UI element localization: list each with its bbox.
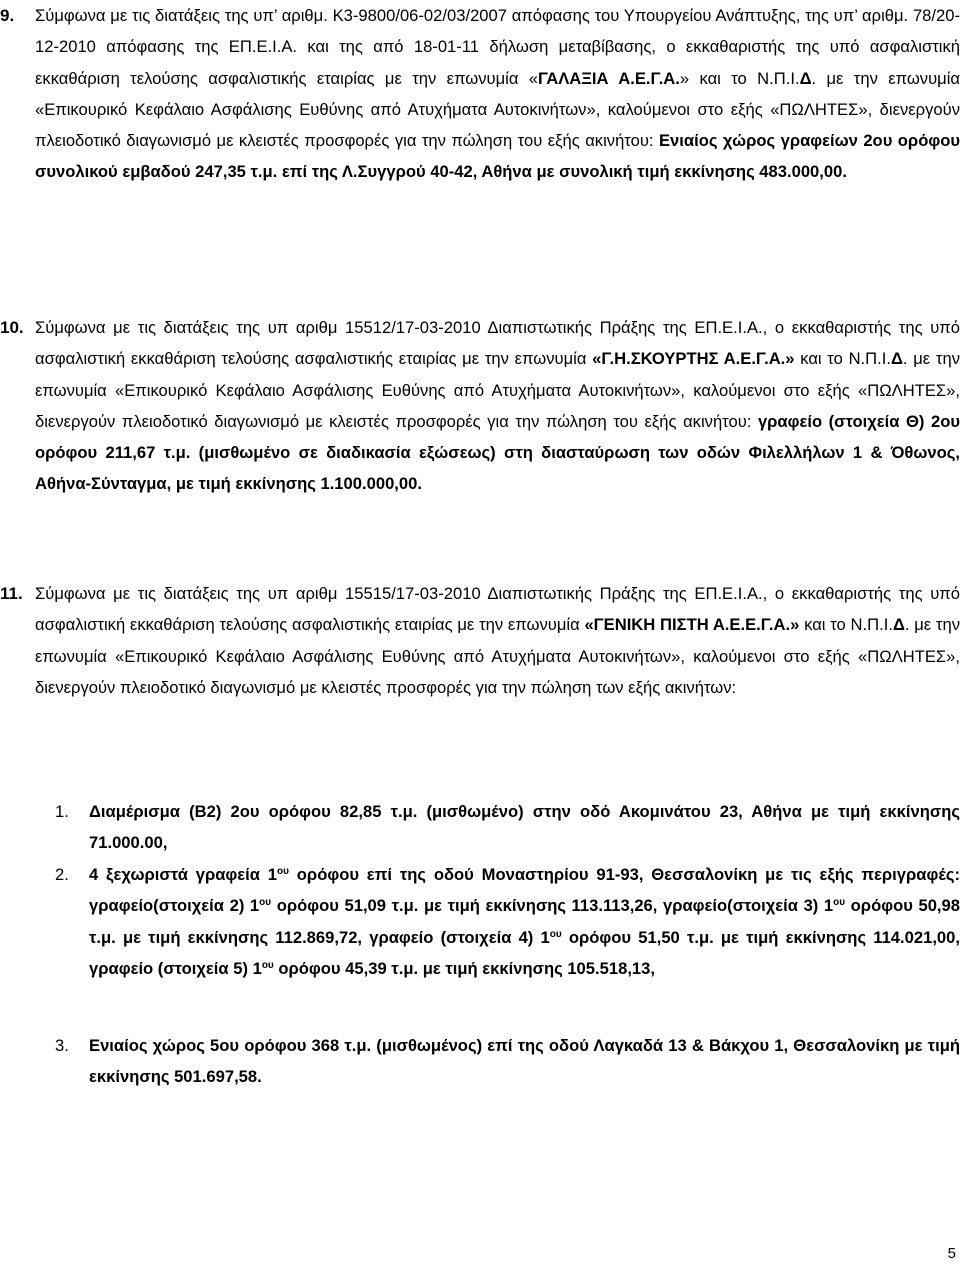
company-name-galaxia: ΓΑΛΑΞΙΑ Α.Ε.Γ.Α. [538,68,680,88]
property-2-number: 2. [55,865,69,884]
clause-11-connector: και το Ν.Π.Ι. [799,615,893,635]
clause-9-intro: Σύμφωνα με τις διατάξεις της υπ’ αριθμ. Κ3-9800/06-02/03/2007 απόφασης του Υπουργείου Ανάπτυξης, της υπ’ αριθμ. 78/20-12-2010 απόφασης της ΕΠ.Ε.Ι.Α. και της από 18-01-11 δήλωση μεταβίβασης, ο εκκαθαριστής της υπό ασφαλιστική εκκαθάριση τελούσης ασφαλιστικής εταιρίας με την επωνυμία « [35,6,960,88]
page-number: 5 [947,1245,956,1262]
ordinal-suffix: ου [259,897,272,909]
clause-10-body: . με την επωνυμία «Επικουρικό Κεφάλαιο Ασφάλισης Ευθύνης από Ατυχήματα Αυτοκινήτων», καλούμενοι στο εξής «ΠΩΛΗΤΕΣ», διενεργούν πλειοδοτικό διαγωνισμό με κλειστές προσφορές για την πώληση του εξής ακινήτου: [35,349,960,431]
clause-9-number: 9. [0,6,15,25]
property-3-number: 3. [55,1036,69,1055]
ordinal-suffix: ου [549,928,562,940]
ordinal-suffix: ου [261,959,274,971]
property-2-part-2: ορόφου επί της οδού Μοναστηρίου 91-93, Θεσσαλονίκη με τις εξής περιγραφές: γραφείο(στοιχεία 2) 1 [89,865,960,916]
clause-10-number: 10. [0,318,24,337]
clause-11-delta: Δ [892,615,905,635]
clause-11-text [35,578,960,703]
ordinal-suffix: ου [277,866,289,877]
clause-10-text [35,312,960,500]
company-name-geniki-pisti: «ΓΕΝΙΚΗ ΠΙΣΤΗ Α.Ε.Ε.Γ.Α.» [584,615,800,635]
property-3-text [89,1030,960,1093]
property-2-text [89,859,960,984]
property-2-part-5: ορόφου 51,50 τ.μ. με τιμή εκκίνησης 114.021,00, γραφείο (στοιχεία 5) 1 [89,927,960,978]
clause-9-body: . με την επωνυμία «Επικουρικό Κεφάλαιο Ασφάλισης Ευθύνης από Ατυχήματα Αυτοκινήτων», καλούμενοι στο εξής «ΠΩΛΗΤΕΣ», διενεργούν πλειοδοτικό διαγωνισμό με κλειστές προσφορές για την πώληση του εξής ακινήτου: [35,68,960,151]
clause-11-number: 11. [0,584,23,603]
clause-9-property: Ενιαίος χώρος γραφείων 2ου ορόφου συνολικού εμβαδού 247,35 τ.μ. επί της Λ.Συγγρού 40-42, Αθήνα με συνολική τιμή εκκίνησης 483.000,00. [35,131,960,182]
clause-10-delta: Δ [890,349,903,369]
property-2-part-3: ορόφου 51,09 τ.μ. με τιμή εκκίνησης 113.113,26, γραφείο(στοιχεία 3) 1 [271,896,834,916]
company-name-skourtis: «Γ.Η.ΣΚΟΥΡΤΗΣ Α.Ε.Γ.Α.» [592,349,795,369]
clause-9-text [35,0,960,188]
property-1-number: 1. [55,802,69,821]
property-1-description: Διαμέρισμα (Β2) 2ου ορόφου 82,85 τ.μ. (μισθωμένο) στην οδό Ακομινάτου 23, Αθήνα με τιμή εκκίνησης 71.000.00, [89,802,960,853]
clause-9-connector: » και το Ν.Π.Ι. [679,68,800,88]
ordinal-suffix: ου [833,897,846,909]
property-2-part-6: ορόφου 45,39 τ.μ. με τιμή εκκίνησης 105.518,13, [273,958,655,978]
clause-11-body: . με την επωνυμία «Επικουρικό Κεφάλαιο Ασφάλισης Ευθύνης από Ατυχήματα Αυτοκινήτων», καλούμενοι στο εξής «ΠΩΛΗΤΕΣ», διενεργούν πλειοδοτικό διαγωνισμό με κλειστές προσφορές για την πώληση των εξής ακινήτων: [35,615,960,697]
clause-9-delta: Δ [799,68,812,88]
property-2-part-4: ορόφου 50,98 τ.μ. με τιμή εκκίνησης 112.869,72, γραφείο (στοιχεία 4) 1 [89,896,960,947]
clause-10-intro: Σύμφωνα με τις διατάξεις της υπ αριθμ 15512/17-03-2010 Διαπιστωτικής Πράξης της ΕΠ.Ε.Ι.Α., ο εκκαθαριστής της υπό ασφαλιστική εκκαθάριση τελούσης ασφαλιστικής εταιρίας με την επωνυμία [35,318,960,369]
property-1-text [89,796,960,859]
property-2-part-1: 4 ξεχωριστά γραφεία 1 [89,865,278,884]
clause-11-intro: Σύμφωνα με τις διατάξεις της υπ αριθμ 15515/17-03-2010 Διαπιστωτικής Πράξης της ΕΠ.Ε.Ι.Α., ο εκκαθαριστής της υπό ασφαλιστική εκκαθάριση τελούσης ασφαλιστικής εταιρίας με την επωνυμία [35,584,960,635]
clause-10-property: γραφείο (στοιχεία Θ) 2ου ορόφου 211,67 τ.μ. (μισθωμένο σε διαδικασία εξώσεως) στη διασταύρωση των οδών Φιλελλήλων 1 & Όθωνος, Αθήνα-Σύνταγμα, με τιμή εκκίνησης 1.100.000,00. [35,411,960,494]
clause-10-connector: και το Ν.Π.Ι. [794,349,891,369]
property-3-description: Ενιαίος χώρος 5ου ορόφου 368 τ.μ. (μισθωμένος) επί της οδού Λαγκαδά 13 & Βάκχου 1, Θεσσαλονίκη με τιμή εκκίνησης 501.697,58. [89,1036,960,1087]
